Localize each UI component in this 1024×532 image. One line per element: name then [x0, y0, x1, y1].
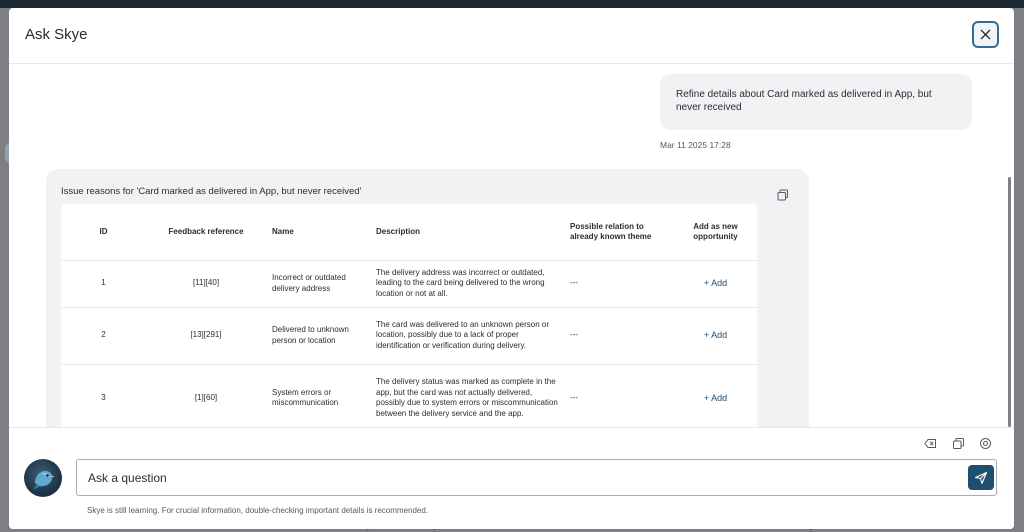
- table-row: [61, 364, 757, 427]
- assistant-answer: [46, 169, 809, 427]
- cell-name: Delivered to unknown person or location: [266, 307, 370, 364]
- answer-intro: Issue reasons for 'Card marked as delivered in App, but never received': [61, 186, 362, 197]
- cell-relation: ---: [564, 307, 674, 364]
- cell-add: [674, 364, 757, 427]
- issue-reasons-table: [61, 204, 757, 427]
- disclaimer-text: Skye is still learning. For crucial information, double-checking important details is recommended.: [87, 506, 429, 515]
- chat-area[interactable]: [9, 65, 1014, 427]
- skye-avatar: [24, 459, 62, 497]
- question-input[interactable]: [77, 460, 957, 495]
- cell-description: The delivery status was marked as complete in the app, but the card was not actually delivered, possibly due to system errors or miscommunication between the delivery service and the app.: [370, 364, 564, 427]
- table-row: [61, 307, 757, 364]
- cell-description: The delivery address was incorrect or outdated, leading to the card being delivered to the wrong location or not at all.: [370, 260, 564, 307]
- message-timestamp: Mar 11 2025 17:28: [660, 140, 731, 150]
- close-icon: [980, 29, 991, 40]
- add-opportunity-button[interactable]: + Add: [703, 277, 728, 288]
- cell-id: 3: [61, 364, 146, 427]
- header-possible-relation: Possible relation to already known theme: [570, 221, 652, 241]
- header-description: Description: [376, 226, 421, 236]
- cell-feedback-reference: [1][60]: [146, 364, 266, 427]
- settings-icon[interactable]: [979, 437, 992, 450]
- header-id: ID: [99, 226, 108, 236]
- top-bar: [0, 0, 1024, 8]
- header-name: Name: [272, 226, 294, 236]
- add-opportunity-button[interactable]: + Add: [703, 392, 728, 403]
- clear-input-icon[interactable]: [924, 437, 937, 450]
- cell-id: 2: [61, 307, 146, 364]
- cell-id: 1: [61, 260, 146, 307]
- table-header-row: [61, 204, 757, 260]
- cell-add: [674, 260, 757, 307]
- bird-icon: [24, 459, 62, 497]
- add-opportunity-button[interactable]: + Add: [703, 329, 728, 340]
- close-button[interactable]: [972, 21, 999, 48]
- copy-conversation-icon[interactable]: [952, 437, 965, 450]
- send-icon: [974, 471, 988, 485]
- ask-skye-modal: [9, 8, 1014, 529]
- copy-icon[interactable]: [777, 189, 789, 201]
- cell-description: The card was delivered to an unknown person or location, possibly due to a lack of proper identification or verification during delivery.: [370, 307, 564, 364]
- cell-relation: ---: [564, 364, 674, 427]
- cell-feedback-reference: [13][291]: [146, 307, 266, 364]
- composer: [9, 427, 1014, 529]
- modal-header: [9, 8, 1014, 64]
- chat-scrollbar[interactable]: [1008, 177, 1011, 427]
- cell-relation: ---: [564, 260, 674, 307]
- header-feedback-reference: Feedback reference: [168, 226, 244, 236]
- modal-title: Ask Skye: [25, 26, 88, 43]
- cell-name: System errors or miscommunication: [266, 364, 370, 427]
- header-add-opportunity: Add as new opportunity: [693, 221, 738, 241]
- send-button[interactable]: [968, 465, 994, 490]
- cell-feedback-reference: [11][40]: [146, 260, 266, 307]
- question-input-container: [76, 459, 997, 496]
- user-message: Refine details about Card marked as delivered in App, but never received: [660, 74, 972, 130]
- table-row: [61, 260, 757, 307]
- cell-add: [674, 307, 757, 364]
- cell-name: Incorrect or outdated delivery address: [266, 260, 370, 307]
